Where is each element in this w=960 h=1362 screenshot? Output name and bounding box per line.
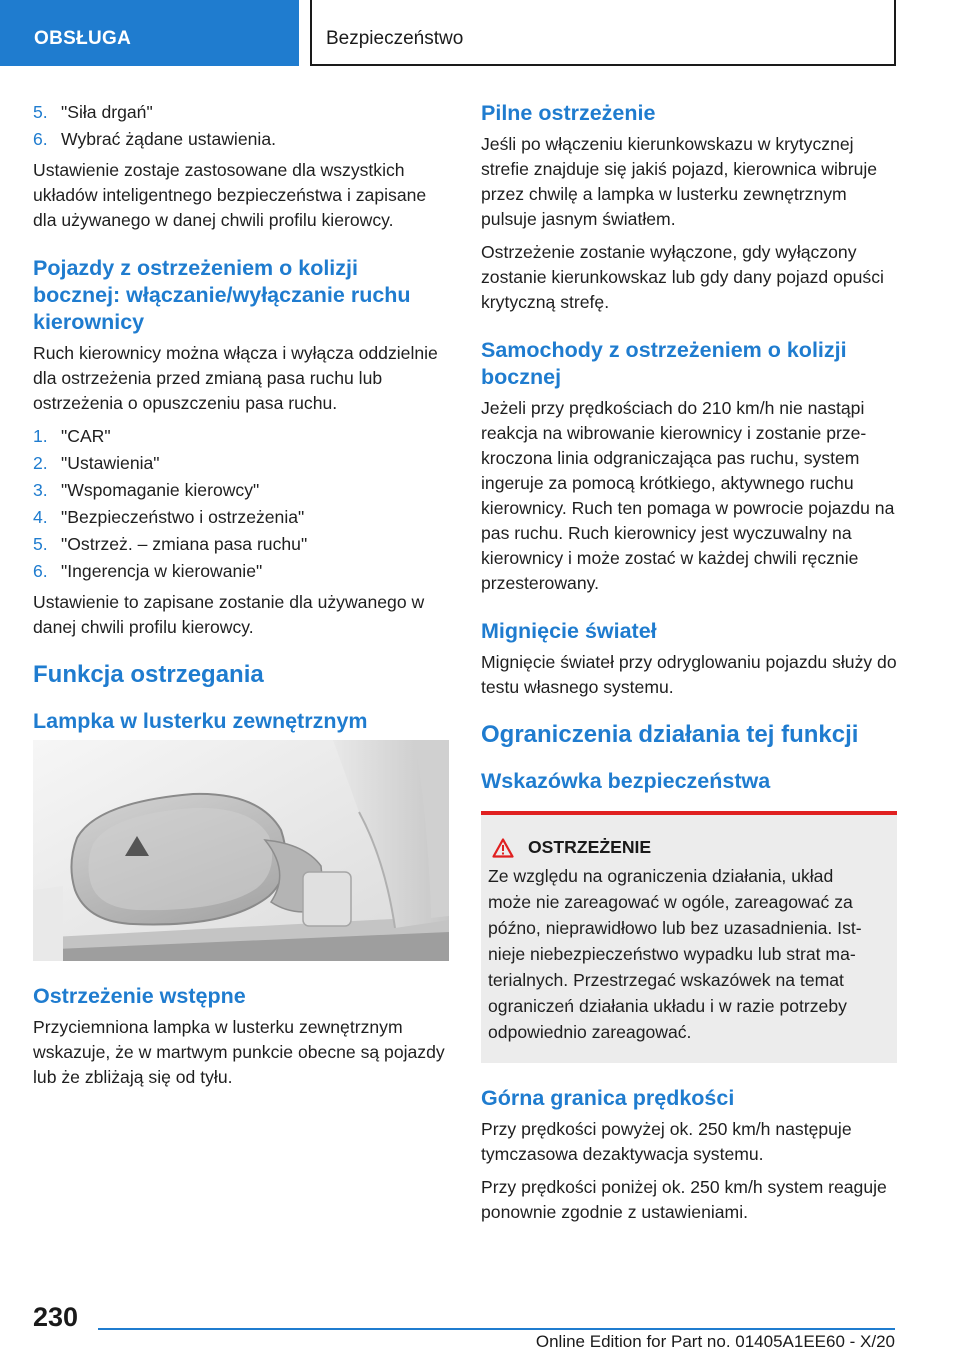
list-item bbox=[33, 424, 449, 449]
heading-urgent-warning: Pilne ostrzeżenie bbox=[481, 101, 656, 125]
list-item bbox=[33, 478, 449, 503]
footer-edition: Online Edition for Part no. 01405A1EE60 - X/20 bbox=[535, 1332, 895, 1351]
page-number: 230 bbox=[33, 1302, 79, 1332]
header-chapter-box bbox=[310, 0, 896, 66]
step-number: 5. bbox=[33, 102, 48, 122]
paragraph-steering-toggle: Ruch kierownicy można włącza i wyłącza oddzielnie dla ostrzeżenia przed zmianą pasa ruchu lub ostrzeżenia o opuszczeniu pasa ruchu. bbox=[33, 343, 438, 413]
paragraph-steering-intervention: Jeżeli przy prędkościach do 210 km/h nie nastąpi reakcja na wibrowanie kierownicy i zostanie przekroczona linia odgraniczająca pas ruchu, system ingeruje za pomocą krótkiego, aktywnego ruchu kierownicy. Ruch ten pomaga w powrocie pojazdu na pas ruchu. Ruch kierownicy jest wyczuwalny na kierownicy i może zostać w każdej chwili ręcznie przesterowany. bbox=[481, 398, 895, 593]
list-item bbox=[33, 559, 449, 584]
step-number: 3. bbox=[33, 480, 48, 500]
top-steps-list bbox=[33, 100, 449, 152]
step-text: "Ustawienia" bbox=[61, 453, 160, 473]
step-text: "Siła drgań" bbox=[61, 102, 153, 122]
paragraph-pre-warning: Przyciemniona lampka w lusterku zewnętrznym wskazuje, że w martwym punkcie obecne są pojazdy lub że zbliżają się od tyłu. bbox=[33, 1017, 445, 1087]
heading-safety-note: Wskazówka bezpieczeństwa bbox=[481, 769, 771, 793]
step-text: "Wspomaganie kierowcy" bbox=[61, 480, 260, 500]
heading-function-limits: Ograniczenia działania tej funkcji bbox=[481, 721, 859, 748]
step-text: Wybrać żądane ustawienia. bbox=[61, 129, 276, 149]
heading-pre-warning: Ostrzeżenie wstępne bbox=[33, 984, 246, 1008]
warning-box bbox=[481, 811, 897, 1063]
step-number: 6. bbox=[33, 129, 48, 149]
paragraph-warning-off: Ostrzeżenie zostanie wyłączone, gdy wyłączony zostanie kierunkowskaz lub gdy dany pojazd opuści krytyczną strefę. bbox=[481, 242, 884, 312]
right-column bbox=[481, 100, 897, 1233]
list-item bbox=[33, 532, 449, 557]
list-item bbox=[33, 451, 449, 476]
paragraph-profile-saved: Ustawienie to zapisane zostanie dla używanego w danej chwili profilu kierowcy. bbox=[33, 592, 425, 637]
paragraph-light-flash: Mignięcie świateł przy odryglowaniu pojazdu służy do testu własnego systemu. bbox=[481, 652, 897, 697]
step-text: "CAR" bbox=[61, 426, 111, 446]
step-number: 6. bbox=[33, 561, 48, 581]
paragraph-profile-settings: Ustawienie zostaje zastosowane dla wszystkich układów inteligentnego bezpieczeństwa i zapisane dla używanego w danej chwili profilu kierowcy. bbox=[33, 160, 427, 230]
list-item bbox=[33, 100, 449, 125]
step-text: "Ostrzeż. – zmiana pasa ruchu" bbox=[61, 534, 308, 554]
heading-mirror-lamp: Lampka w lusterku zewnętrznym bbox=[33, 709, 368, 733]
steps-list bbox=[33, 424, 449, 584]
heading-speed-limit: Górna granica prędkości bbox=[481, 1086, 735, 1110]
footer-divider bbox=[98, 1328, 895, 1330]
step-text: "Bezpieczeństwo i ostrzeżenia" bbox=[61, 507, 305, 527]
step-number: 5. bbox=[33, 534, 48, 554]
header-section-label: OBSŁUGA bbox=[34, 28, 132, 49]
list-item bbox=[33, 505, 449, 530]
paragraph-urgent-warning: Jeśli po włączeniu kierunkowskazu w krytycznej strefie znajduje się jakiś pojazd, kierownica wibruje przez chwilę a lampka w lusterku zewnętrznym pulsuje jasnym światłem. bbox=[481, 134, 878, 229]
warning-triangle-icon bbox=[492, 838, 514, 858]
paragraph-speed-reactivation: Przy prędkości poniżej ok. 250 km/h system reaguje ponownie zgodnie z ustawieniami. bbox=[481, 1177, 887, 1222]
heading-light-flash: Mignięcie świateł bbox=[481, 619, 657, 643]
step-number: 1. bbox=[33, 426, 48, 446]
list-item bbox=[33, 127, 449, 152]
heading-side-collision: Pojazdy z ostrzeżeniem o kolizji bocznej: włączanie/wyłączanie ruchu kierownicy bbox=[33, 256, 411, 334]
paragraph-speed-deactivation: Przy prędkości powyżej ok. 250 km/h następuje tymczasowa dezaktywacja systemu. bbox=[481, 1119, 852, 1164]
step-number: 2. bbox=[33, 453, 48, 473]
step-text: "Ingerencja w kierowanie" bbox=[61, 561, 263, 581]
warning-text: Ze względu na ograniczenia działania, układ może nie zareagować w ogóle, zareagować za późno, nieprawidłowo lub bez uzasadnienia. Istnieje niebezpieczeństwo wypadku lub strat materialnych. Przestrzegać wskazówek na temat ograniczeń działania układu i w razie potrzeby odpowiednio zareagować. bbox=[488, 866, 862, 1042]
heading-warning-function: Funkcja ostrzegania bbox=[33, 661, 264, 688]
header-chapter-label: Bezpieczeństwo bbox=[326, 28, 464, 49]
header-section-tab bbox=[0, 0, 299, 66]
heading-cars-side-collision: Samochody z ostrzeżeniem o kolizji bocznej bbox=[481, 338, 847, 389]
warning-title: OSTRZEŻENIE bbox=[528, 837, 652, 857]
left-column bbox=[33, 100, 449, 1098]
step-number: 4. bbox=[33, 507, 48, 527]
mirror-illustration bbox=[33, 740, 449, 961]
